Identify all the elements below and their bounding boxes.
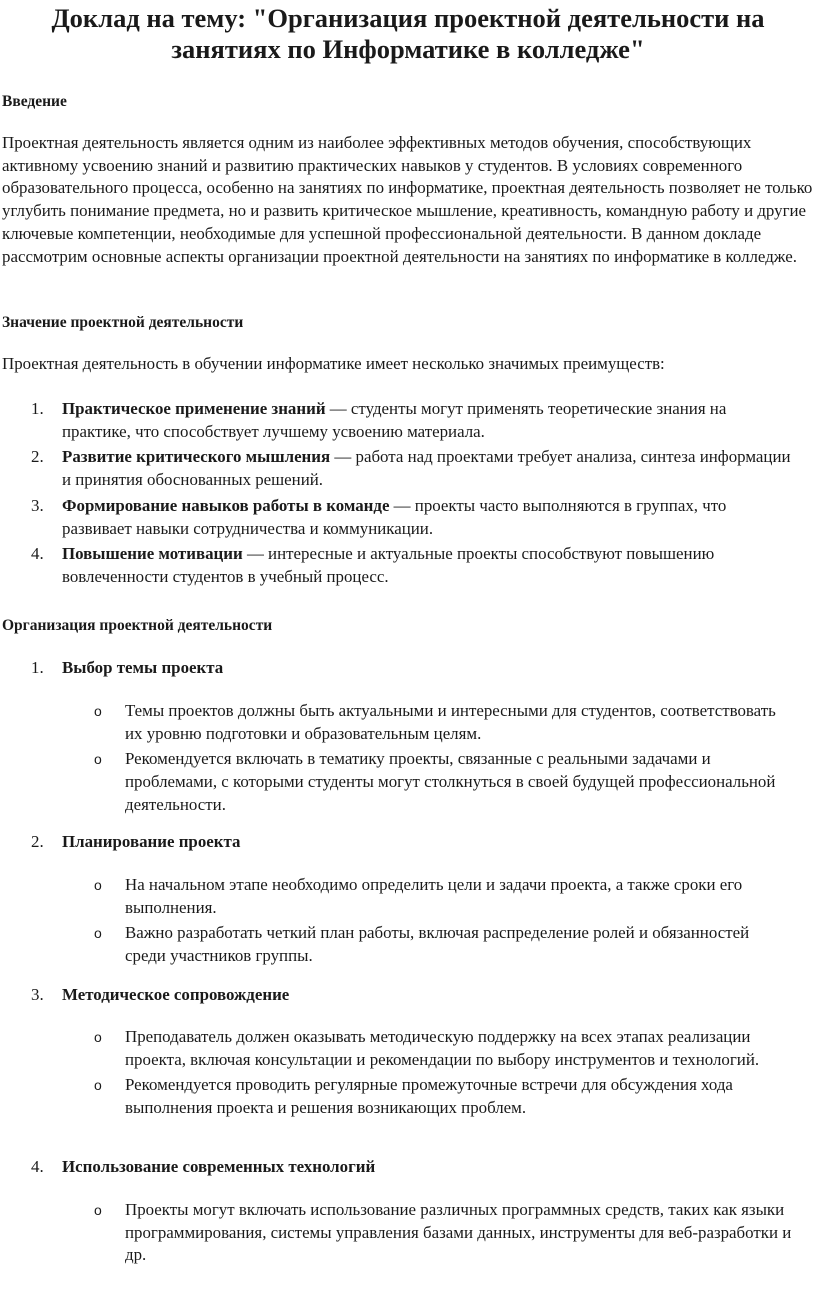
significance-heading: Значение проектной деятельности	[2, 314, 244, 331]
list-item	[0, 495, 816, 540]
bullet-icon: o	[94, 1077, 102, 1094]
point-text: Проекты могут включать использование различных программных средств, таких как языки программирования, системы управления базами данных, инструменты для веб-разработки и др.	[125, 1200, 792, 1265]
significance-lead: Проектная деятельность в обучении информатике имеет несколько значимых преимуществ:	[2, 354, 665, 373]
section-number: 1.	[31, 658, 44, 677]
section-title-text: Использование современных технологий	[62, 1157, 376, 1176]
section-title-text: Методическое сопровождение	[62, 985, 290, 1004]
list-number: 1.	[31, 399, 44, 418]
point-text: На начальном этапе необходимо определить цели и задачи проекта, а также сроки его выполнения.	[125, 875, 743, 917]
section-number: 4.	[31, 1157, 44, 1176]
list-item-title: Повышение мотивации	[62, 544, 243, 564]
list-item	[0, 446, 816, 491]
bullet-icon: o	[94, 1029, 102, 1045]
section-points-planning	[0, 874, 816, 971]
list-item-title: Развитие критического мышления	[62, 447, 331, 467]
bullet-icon: o	[94, 751, 102, 768]
intro-paragraph: Проектная деятельность является одним из наиболее эффективных методов обучения, способствующих активному усвоению знаний и развитию практических навыков у студентов. В условиях современного образовательного процесса, особенно на занятиях по информатике, проектная деятельность позволяет не только углубить понимание предмета, но и развить критическое мышление, креативность, командную работу и другие ключевые компетенции, необходимые для успешной профессиональной деятельности. В данном докладе рассмотрим основные аспекты организации проектной деятельности на занятиях по информатике в колледже.	[2, 133, 813, 266]
section-title-text: Планирование проекта	[62, 832, 241, 851]
bullet-icon: o	[94, 703, 102, 719]
section-number: 3.	[31, 985, 44, 1004]
significance-list	[0, 398, 816, 592]
list-item-text: — работа над проектами требует анализа, синтеза информации и принятия обоснованных решений.	[62, 447, 791, 490]
list-item	[0, 700, 816, 745]
point-text: Рекомендуется проводить регулярные промежуточные встречи для обсуждения хода выполнения проекта и решения возникающих проблем.	[125, 1075, 733, 1118]
list-item	[0, 1026, 816, 1071]
section-points-methodical	[0, 1026, 816, 1123]
section-points-topic	[0, 700, 816, 820]
list-item	[0, 748, 816, 816]
section-title-text: Выбор темы проекта	[62, 658, 224, 677]
point-text: Преподаватель должен оказывать методическую поддержку на всех этапах реализации проекта, включая консультации и рекомендации по выбору инструментов и технологий.	[125, 1027, 760, 1069]
list-number: 3.	[31, 495, 44, 515]
list-item-text: — интересные и актуальные проекты способствуют повышению вовлеченности студентов в учебный процесс.	[62, 544, 715, 586]
bullet-icon: o	[94, 877, 102, 893]
list-item-text: — студенты могут применять теоретические знания на практике, что способствует лучшему усвоению материала.	[62, 399, 727, 441]
point-text: Рекомендуется включать в тематику проекты, связанные с реальными задачами и проблемами, с которыми студенты могут столкнуться в своей будущей профессиональной деятельности.	[125, 749, 776, 814]
point-text: Важно разработать четкий план работы, включая распределение ролей и обязанностей среди участников группы.	[125, 923, 750, 966]
list-item	[0, 874, 816, 919]
list-number: 2.	[31, 447, 44, 467]
section-points-technologies	[0, 1199, 816, 1270]
point-text: Темы проектов должны быть актуальными и интересными для студентов, соответствовать их уровню подготовки и образовательным целям.	[125, 701, 776, 743]
list-number: 4.	[31, 544, 44, 564]
list-item-text: — проекты часто выполняются в группах, что развивает навыки сотрудничества и коммуникации.	[62, 495, 727, 538]
bullet-icon: o	[94, 1202, 102, 1218]
intro-heading: Введение	[2, 93, 67, 110]
list-item-title: Практическое применение знаний	[62, 399, 326, 418]
list-item	[0, 398, 816, 443]
bullet-icon: o	[94, 925, 102, 942]
list-item	[0, 1074, 816, 1119]
section-number: 2.	[31, 832, 44, 851]
organization-heading: Организация проектной деятельности	[2, 617, 273, 634]
document-title: Доклад на тему: "Организация проектной деятельности на занятиях по Информатике в колледже"	[51, 3, 765, 64]
list-item	[0, 922, 816, 967]
list-item	[0, 1199, 816, 1267]
list-item-title: Формирование навыков работы в команде	[62, 495, 390, 515]
list-item	[0, 543, 816, 588]
